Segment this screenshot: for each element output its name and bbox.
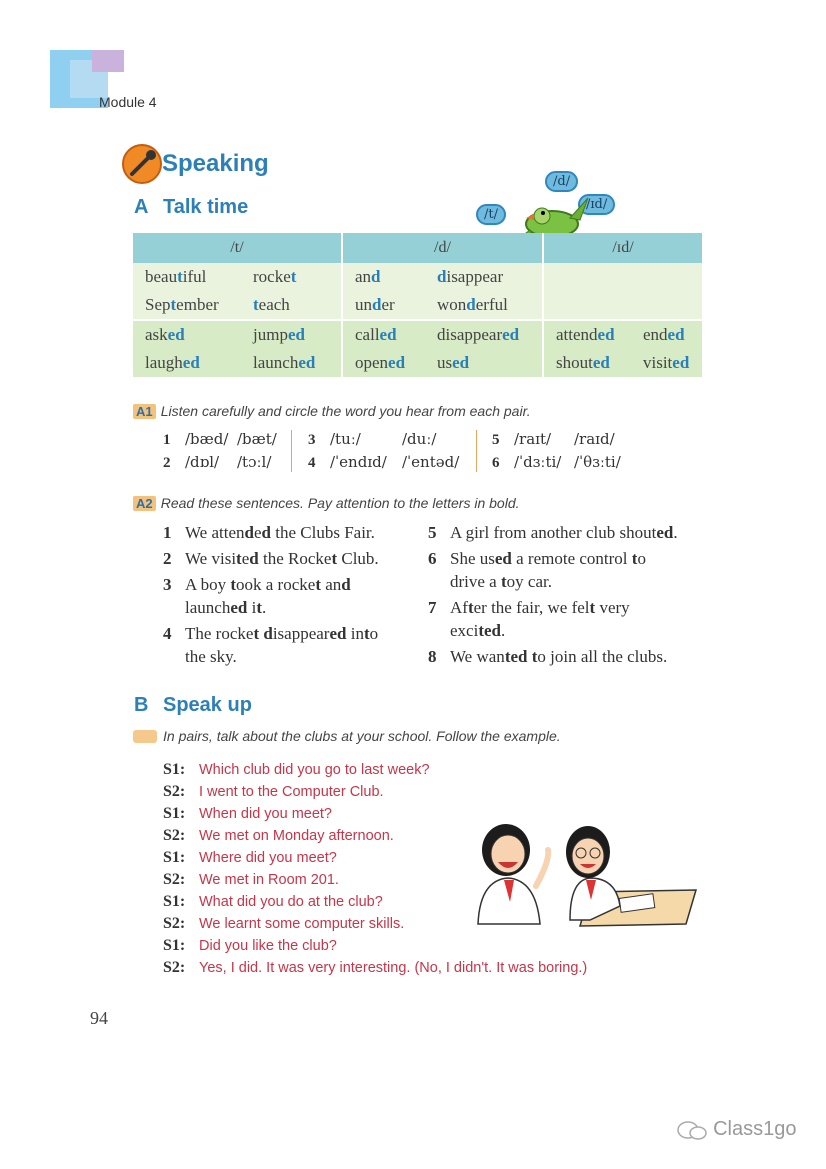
- dialogue-line: S1: What did you do at the club?: [163, 893, 383, 910]
- a2-sentences-left: 1 We attended the Clubs Fair. 2 We visited the Rocket Club. 3 A boy took a rocket and launched it. 4 The rocket disappeared into the sky.: [163, 523, 379, 666]
- divider: [291, 430, 292, 472]
- word: laughed: [145, 353, 200, 372]
- word: visited: [643, 353, 690, 372]
- word: disappear: [437, 267, 504, 286]
- word: jumped: [241, 320, 342, 349]
- watermark: [676, 1118, 796, 1141]
- dialogue-line: S1: Did you like the club?: [163, 937, 337, 954]
- a1-pair: 2 /dɒl/ /tɔːl/: [163, 453, 272, 471]
- watermark-text: Class1go: [713, 1118, 797, 1140]
- a2-instruction: Read these sentences. Pay attention to the letters in bold.: [160, 495, 520, 511]
- dialogue-line: S1: Where did you meet?: [163, 849, 337, 866]
- word: ended: [631, 320, 702, 349]
- pairwork-icon: [133, 730, 157, 743]
- a1-pair: 1 /bæd/ /bæt/: [163, 430, 277, 448]
- word: teach: [253, 295, 290, 314]
- microphone-icon: [122, 144, 162, 184]
- a1-instruction-row: [133, 401, 531, 420]
- word: wonderful: [437, 295, 508, 314]
- module-label: Module 4: [99, 94, 157, 110]
- header-id: /ɪd/: [543, 233, 702, 263]
- section-b-letter: B: [134, 694, 149, 716]
- a1-tag: A1: [133, 404, 156, 419]
- a1-pair: 6 /ˈdɜːti/ /ˈθɜːti/: [492, 453, 621, 471]
- speaking-title: Speaking: [162, 150, 269, 177]
- students-illustration: [470, 820, 700, 930]
- page-number: 94: [90, 1008, 108, 1028]
- section-b-title: Speak up: [163, 694, 252, 716]
- dialogue-line: S1: When did you meet?: [163, 805, 332, 822]
- a1-pair: 4 /ˈendɪd/ /ˈentəd/: [308, 453, 460, 471]
- header-t: /t/: [133, 233, 342, 263]
- word: shouted: [543, 349, 631, 377]
- dialogue-line: S2: We met in Room 201.: [163, 871, 339, 888]
- word: and: [342, 263, 425, 291]
- section-a-title: Talk time: [163, 196, 249, 218]
- header-d: /d/: [342, 233, 543, 263]
- a2-tag: A2: [133, 496, 156, 511]
- dialogue-line: S2: We met on Monday afternoon.: [163, 827, 394, 844]
- word: attended: [543, 320, 631, 349]
- corner-decoration: [92, 50, 124, 72]
- bubble-d: /d/: [545, 171, 578, 192]
- bubble-id: /ɪd/: [578, 194, 615, 215]
- divider: [476, 430, 477, 472]
- word: under: [342, 291, 425, 320]
- word: called: [342, 320, 425, 349]
- word: rocket: [253, 267, 297, 286]
- b-instruction: In pairs, talk about the clubs at your school. Follow the example.: [163, 728, 561, 744]
- a1-pair: 5 /raɪt/ /raɪd/: [492, 430, 615, 448]
- a2-instruction-row: [133, 493, 520, 512]
- bubble-t: /t/: [476, 204, 506, 225]
- word: beautiful: [145, 267, 207, 286]
- a1-instruction: Listen carefully and circle the word you hear from each pair.: [160, 403, 531, 419]
- word: opened: [342, 349, 425, 377]
- empty-cell: [543, 263, 702, 320]
- section-a-letter: A: [134, 196, 149, 218]
- dialogue-line: S1: Which club did you go to last week?: [163, 761, 430, 778]
- word: September: [145, 295, 219, 314]
- word: used: [437, 353, 470, 372]
- a2-sentences-right: 5 A girl from another club shouted. 6 She used a remote control to drive a toy car. 7 After the fair, we felt very excited. 8 We wanted to join all the clubs.: [428, 523, 678, 666]
- word: launched: [253, 353, 316, 372]
- dialogue-line: S2: Yes, I did. It was very interesting. (No, I didn't. It was boring.): [163, 959, 588, 976]
- sound-table: [133, 233, 702, 377]
- dialogue-line: S2: I went to the Computer Club.: [163, 783, 384, 800]
- wechat-icon: [676, 1119, 708, 1141]
- a1-pair: 3 /tuː/ /duː/: [308, 430, 437, 448]
- word: disappeared: [425, 320, 543, 349]
- word: asked: [133, 320, 241, 349]
- dialogue-line: S2: We learnt some computer skills.: [163, 915, 405, 932]
